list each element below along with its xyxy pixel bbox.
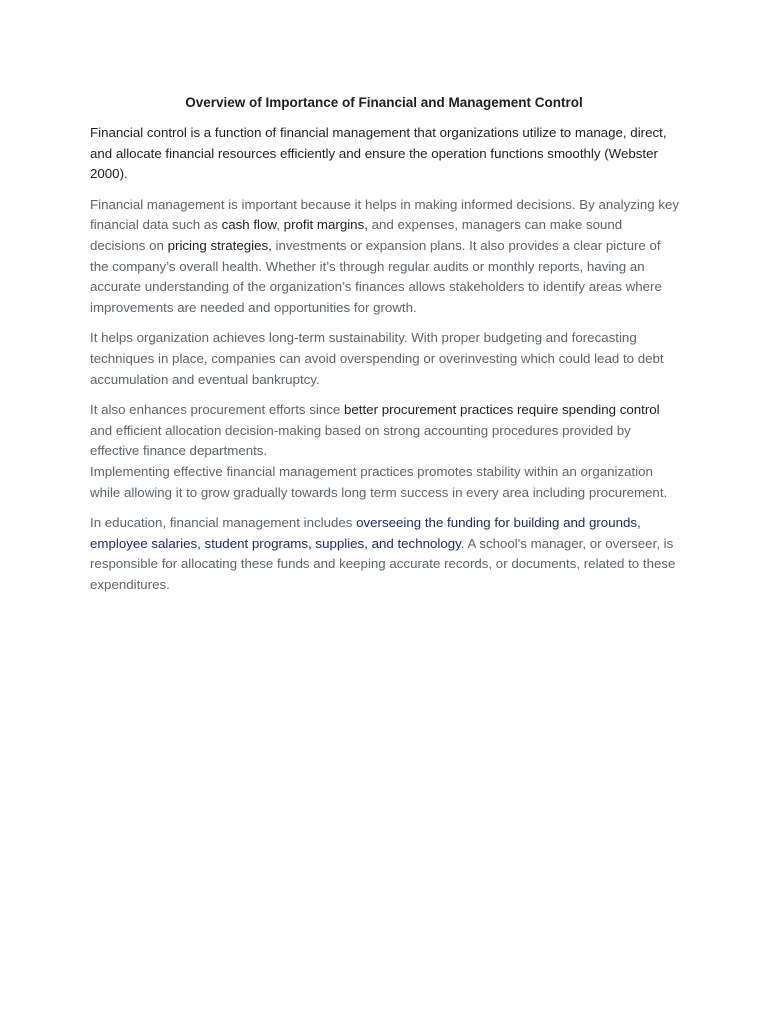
- paragraph-text: Financial management is important because it helps in making informed decisions. By analyzing key financial data such as: [90, 196, 680, 233]
- paragraph-text: ,: [276, 217, 284, 233]
- paragraph-text: Implementing effective financial management practices promotes stability within an organization while allowing it to grow gradually towards long term success in every area including procurement.: [90, 463, 668, 500]
- document-body: [90, 123, 680, 605]
- paragraph-text: and efficient allocation decision-making based on strong accounting procedures provided by effective finance departments.: [90, 422, 631, 459]
- paragraph-text: investments or expansion plans. It also provides a clear picture of the company’s overall health. Whether it’s through regular audits or monthly reports, having an accurate understanding of the organization’s finances allows stakeholders to identify areas where improvements are needed and opportunities for growth.: [90, 237, 662, 315]
- paragraph-sustainability: It helps organization achieves long-term sustainability. With proper budgeting and forecasting techniques in place, companies can avoid overspending or overinvesting which could lead to debt accumulation and eventual bankruptcy.: [90, 330, 664, 387]
- paragraph-education: [90, 513, 680, 595]
- paragraph-financial-management: [90, 195, 680, 319]
- keyword-profit-margins: profit margins,: [283, 217, 368, 233]
- paragraph-financial-control: Financial control is a function of financial management that organizations utilize to manage, direct, and allocate financial resources efficiently and ensure the operation functions smoothly (Webster 2000).: [90, 125, 667, 182]
- paragraph-text: In education, financial management includes: [90, 515, 357, 531]
- paragraph-text: It also enhances procurement efforts since: [90, 402, 345, 418]
- keyword-pricing-strategies: pricing strategies,: [167, 237, 272, 253]
- paragraph-procurement: [90, 400, 680, 503]
- keyword-cash-flow: cash flow: [221, 217, 277, 233]
- document-title: Overview of Importance of Financial and Management Control: [185, 95, 583, 110]
- keyword-procurement-practices: better procurement practices require spending control: [344, 402, 660, 418]
- paragraph-text: . A school's manager, or overseer, is responsible for allocating these funds and keeping accurate records, or documents, related to these expenditures.: [90, 535, 676, 592]
- paragraph-text: and expenses, managers can make sound decisions on: [90, 217, 623, 253]
- keyword-education-funding: overseeing the funding for building and grounds, employee salaries, student programs, supplies, and technology: [90, 515, 641, 551]
